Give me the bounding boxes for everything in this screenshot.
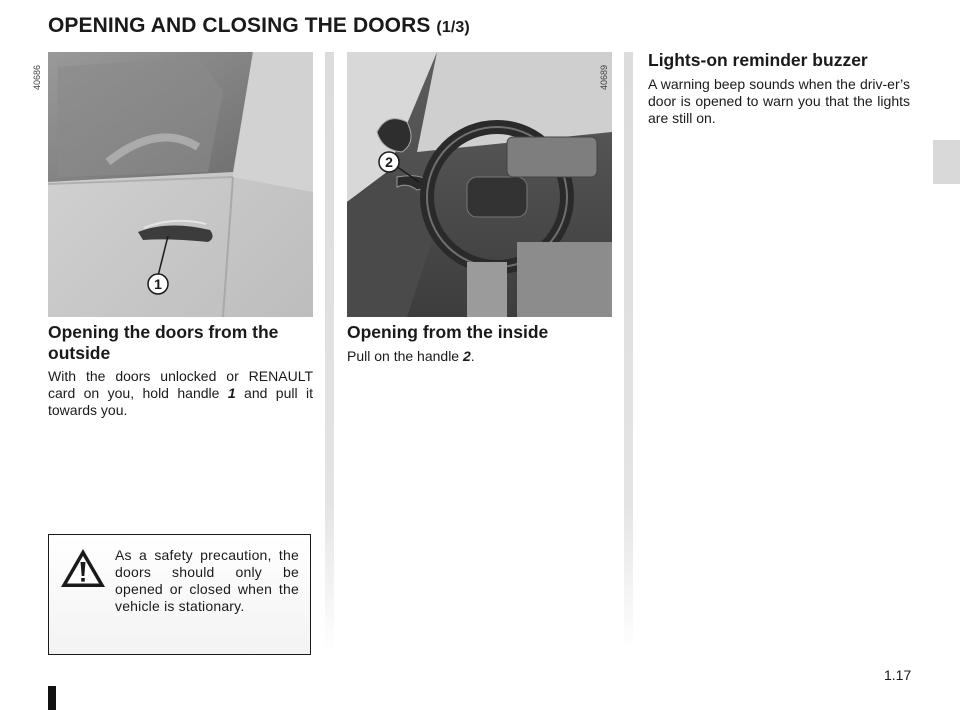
warning-box bbox=[48, 534, 311, 655]
chapter-side-tab bbox=[933, 140, 960, 184]
text-fragment: Pull on the handle bbox=[347, 348, 463, 364]
page-part-indicator: (1/3) bbox=[436, 19, 470, 36]
page-title bbox=[48, 14, 470, 38]
column-divider bbox=[325, 52, 334, 652]
section-heading-buzzer: Lights-on reminder buzzer bbox=[648, 50, 868, 70]
warning-text: As a safety precaution, the doors should only be opened or closed when the vehicle is stationary. bbox=[115, 547, 299, 614]
handle-ref-1: 1 bbox=[227, 385, 236, 401]
figure-ref-number: 40686 bbox=[32, 64, 42, 90]
interior-door-photo bbox=[347, 52, 612, 317]
text-fragment: With the doors unlocked or RENAULT card on you, hold handle bbox=[48, 368, 313, 401]
callout-1-label: 1 bbox=[154, 276, 162, 292]
handle-ref-2: 2 bbox=[462, 348, 471, 364]
exterior-door-photo bbox=[48, 52, 313, 317]
section-text-buzzer: A warning beep sounds when the driv-er’s door is opened to warn you that the lights are still on. bbox=[648, 76, 910, 126]
page-number: 1.17 bbox=[884, 667, 912, 683]
section-text-inside bbox=[347, 348, 612, 365]
section-heading-outside: Opening the doors from the outside bbox=[48, 322, 279, 363]
section-heading-inside: Opening from the inside bbox=[347, 322, 549, 342]
text-fragment: and pull it towards you. bbox=[48, 385, 313, 418]
section-text-outside bbox=[48, 368, 313, 419]
warning-triangle-icon bbox=[59, 547, 107, 589]
page-title-text: OPENING AND CLOSING THE DOORS bbox=[48, 14, 431, 37]
corner-mark bbox=[48, 686, 56, 710]
text-fragment: . bbox=[470, 348, 475, 364]
column-divider bbox=[624, 52, 633, 652]
figure-ref-number: 40689 bbox=[599, 64, 609, 90]
callout-2-label: 2 bbox=[385, 154, 393, 170]
